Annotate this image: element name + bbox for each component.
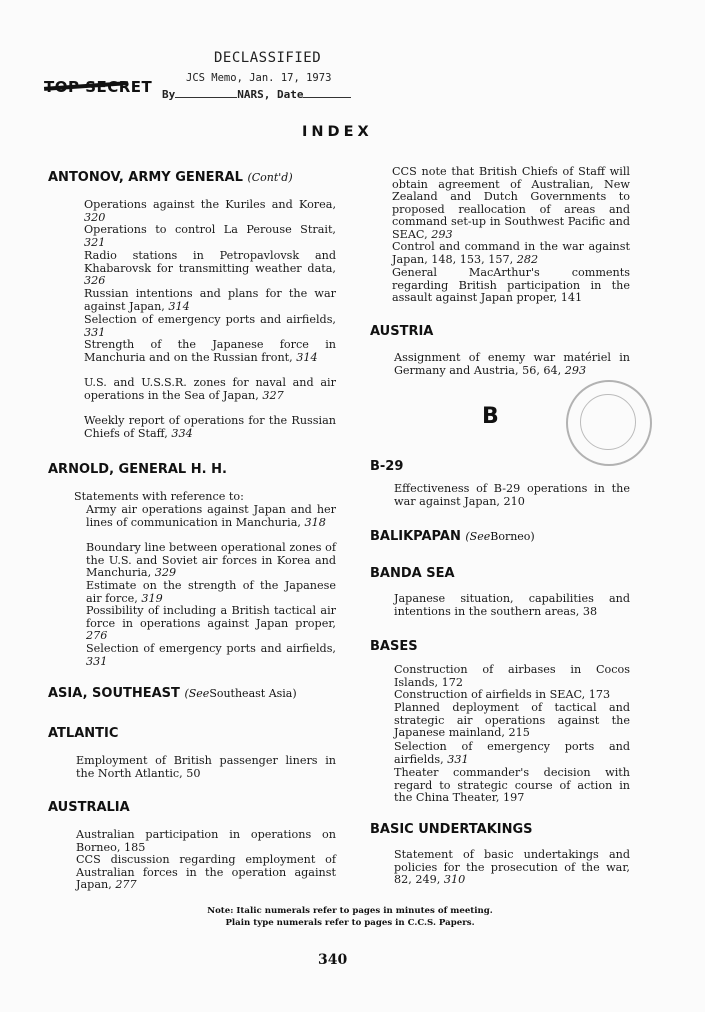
page-title: INDEX: [302, 124, 373, 140]
heading-bases: BASES: [370, 639, 418, 654]
index-entry: Operations to control La Perouse Strait, 321: [84, 223, 336, 249]
heading-banda-sea: BANDA SEA: [370, 566, 455, 581]
index-entry: General MacArthur's comments regarding British participation in the assault against Japan proper, 141: [392, 266, 630, 305]
heading-arnold: ARNOLD, GENERAL H. H.: [48, 462, 227, 477]
arnold-intro: Statements with reference to:: [74, 490, 244, 503]
index-entry: Control and command in the war against Japan, 148, 153, 157, 282: [392, 240, 630, 266]
index-entry: Estimate on the strength of the Japanese air force, 319: [86, 579, 336, 605]
heading-note: (Cont'd): [247, 171, 293, 184]
index-entry: Operations against the Kuriles and Korea, 320: [84, 198, 336, 224]
index-entry: Selection of emergency ports and airfields, 331: [84, 313, 336, 339]
classification-stamp: TOP SECRET: [44, 78, 153, 96]
index-entry: Australian participation in operations on Borneo, 185: [76, 828, 336, 854]
heading-b29: B-29: [370, 459, 404, 474]
index-entry: CCS discussion regarding employment of Australian forces in the operation against Japan, 277: [76, 853, 336, 892]
index-entry: U.S. and U.S.S.R. zones for naval and air operations in the Sea of Japan, 327: [84, 376, 336, 402]
index-entry: Planned deployment of tactical and strategic air operations against the Japanese mainland, 215: [394, 701, 630, 740]
index-entry: Employment of British passenger liners in the North Atlantic, 50: [76, 754, 336, 780]
index-entry: Assignment of enemy war matériel in Germany and Austria, 56, 64, 293: [394, 351, 630, 377]
heading-austria: AUSTRIA: [370, 324, 434, 339]
index-entry: Possibility of including a British tactical air force in operations against Japan proper, 276: [86, 604, 336, 643]
heading-asia-southeast: ASIA, SOUTHEAST (SeeSoutheast Asia): [48, 686, 297, 701]
archives-seal-stamp: [566, 380, 652, 466]
heading-atlantic: ATLANTIC: [48, 726, 119, 741]
heading-antonov: [48, 170, 293, 185]
page-number: 340: [318, 952, 348, 968]
index-entry: Russian intentions and plans for the war against Japan, 314: [84, 287, 336, 313]
nars-label: NARS, Date: [237, 88, 304, 101]
index-entry: Japanese situation, capabilities and intentions in the southern areas, 38: [394, 592, 630, 618]
declassified-memo: JCS Memo, Jan. 17, 1973: [186, 72, 332, 84]
heading-australia: AUSTRALIA: [48, 800, 130, 815]
index-entry: Selection of emergency ports and airfields, 331: [394, 740, 630, 766]
index-entry: Boundary line between operational zones of the U.S. and Soviet air forces in Korea and Manchuria, 329: [86, 541, 336, 580]
declassified-stamp: DECLASSIFIED: [214, 50, 322, 66]
declassified-by-line: [162, 88, 351, 101]
index-entry: CCS note that British Chiefs of Staff will obtain agreement of Australian, New Zealand and Dutch Governments to proposed reallocation of areas and command set-up in Southwest Pacific and SEAC, 293: [392, 165, 630, 241]
heading-balikpapan: BALIKPAPAN (SeeBorneo): [370, 529, 535, 544]
by-label: By: [162, 88, 176, 101]
index-entry: Effectiveness of B-29 operations in the war against Japan, 210: [394, 482, 630, 508]
footnote-line-2: Plain type numerals refer to pages in C.C.S. Papers.: [225, 918, 475, 928]
index-entry: Army air operations against Japan and her lines of communication in Manchuria, 318: [86, 503, 336, 529]
index-entry: Radio stations in Petropavlovsk and Khabarovsk for transmitting weather data, 326: [84, 249, 336, 288]
heading-text: ANTONOV, ARMY GENERAL: [48, 170, 243, 185]
index-entry: Statement of basic undertakings and policies for the prosecution of the war, 82, 249, 310: [394, 848, 630, 887]
index-entry: Construction of airbases in Cocos Islands, 172: [394, 663, 630, 689]
index-entry: Theater commander's decision with regard to strategic course of action in the China Theater, 197: [394, 766, 630, 805]
index-entry: Weekly report of operations for the Russian Chiefs of Staff, 334: [84, 414, 336, 440]
index-entry: Selection of emergency ports and airfields, 331: [86, 642, 336, 668]
section-letter-b: B: [482, 404, 499, 429]
index-entry: Construction of airfields in SEAC, 173: [394, 688, 611, 701]
index-entry: Strength of the Japanese force in Manchuria and on the Russian front, 314: [84, 338, 336, 364]
footnote-line-1: Note: Italic numerals refer to pages in minutes of meeting.: [207, 906, 493, 916]
heading-basic-undertakings: BASIC UNDERTAKINGS: [370, 822, 533, 837]
